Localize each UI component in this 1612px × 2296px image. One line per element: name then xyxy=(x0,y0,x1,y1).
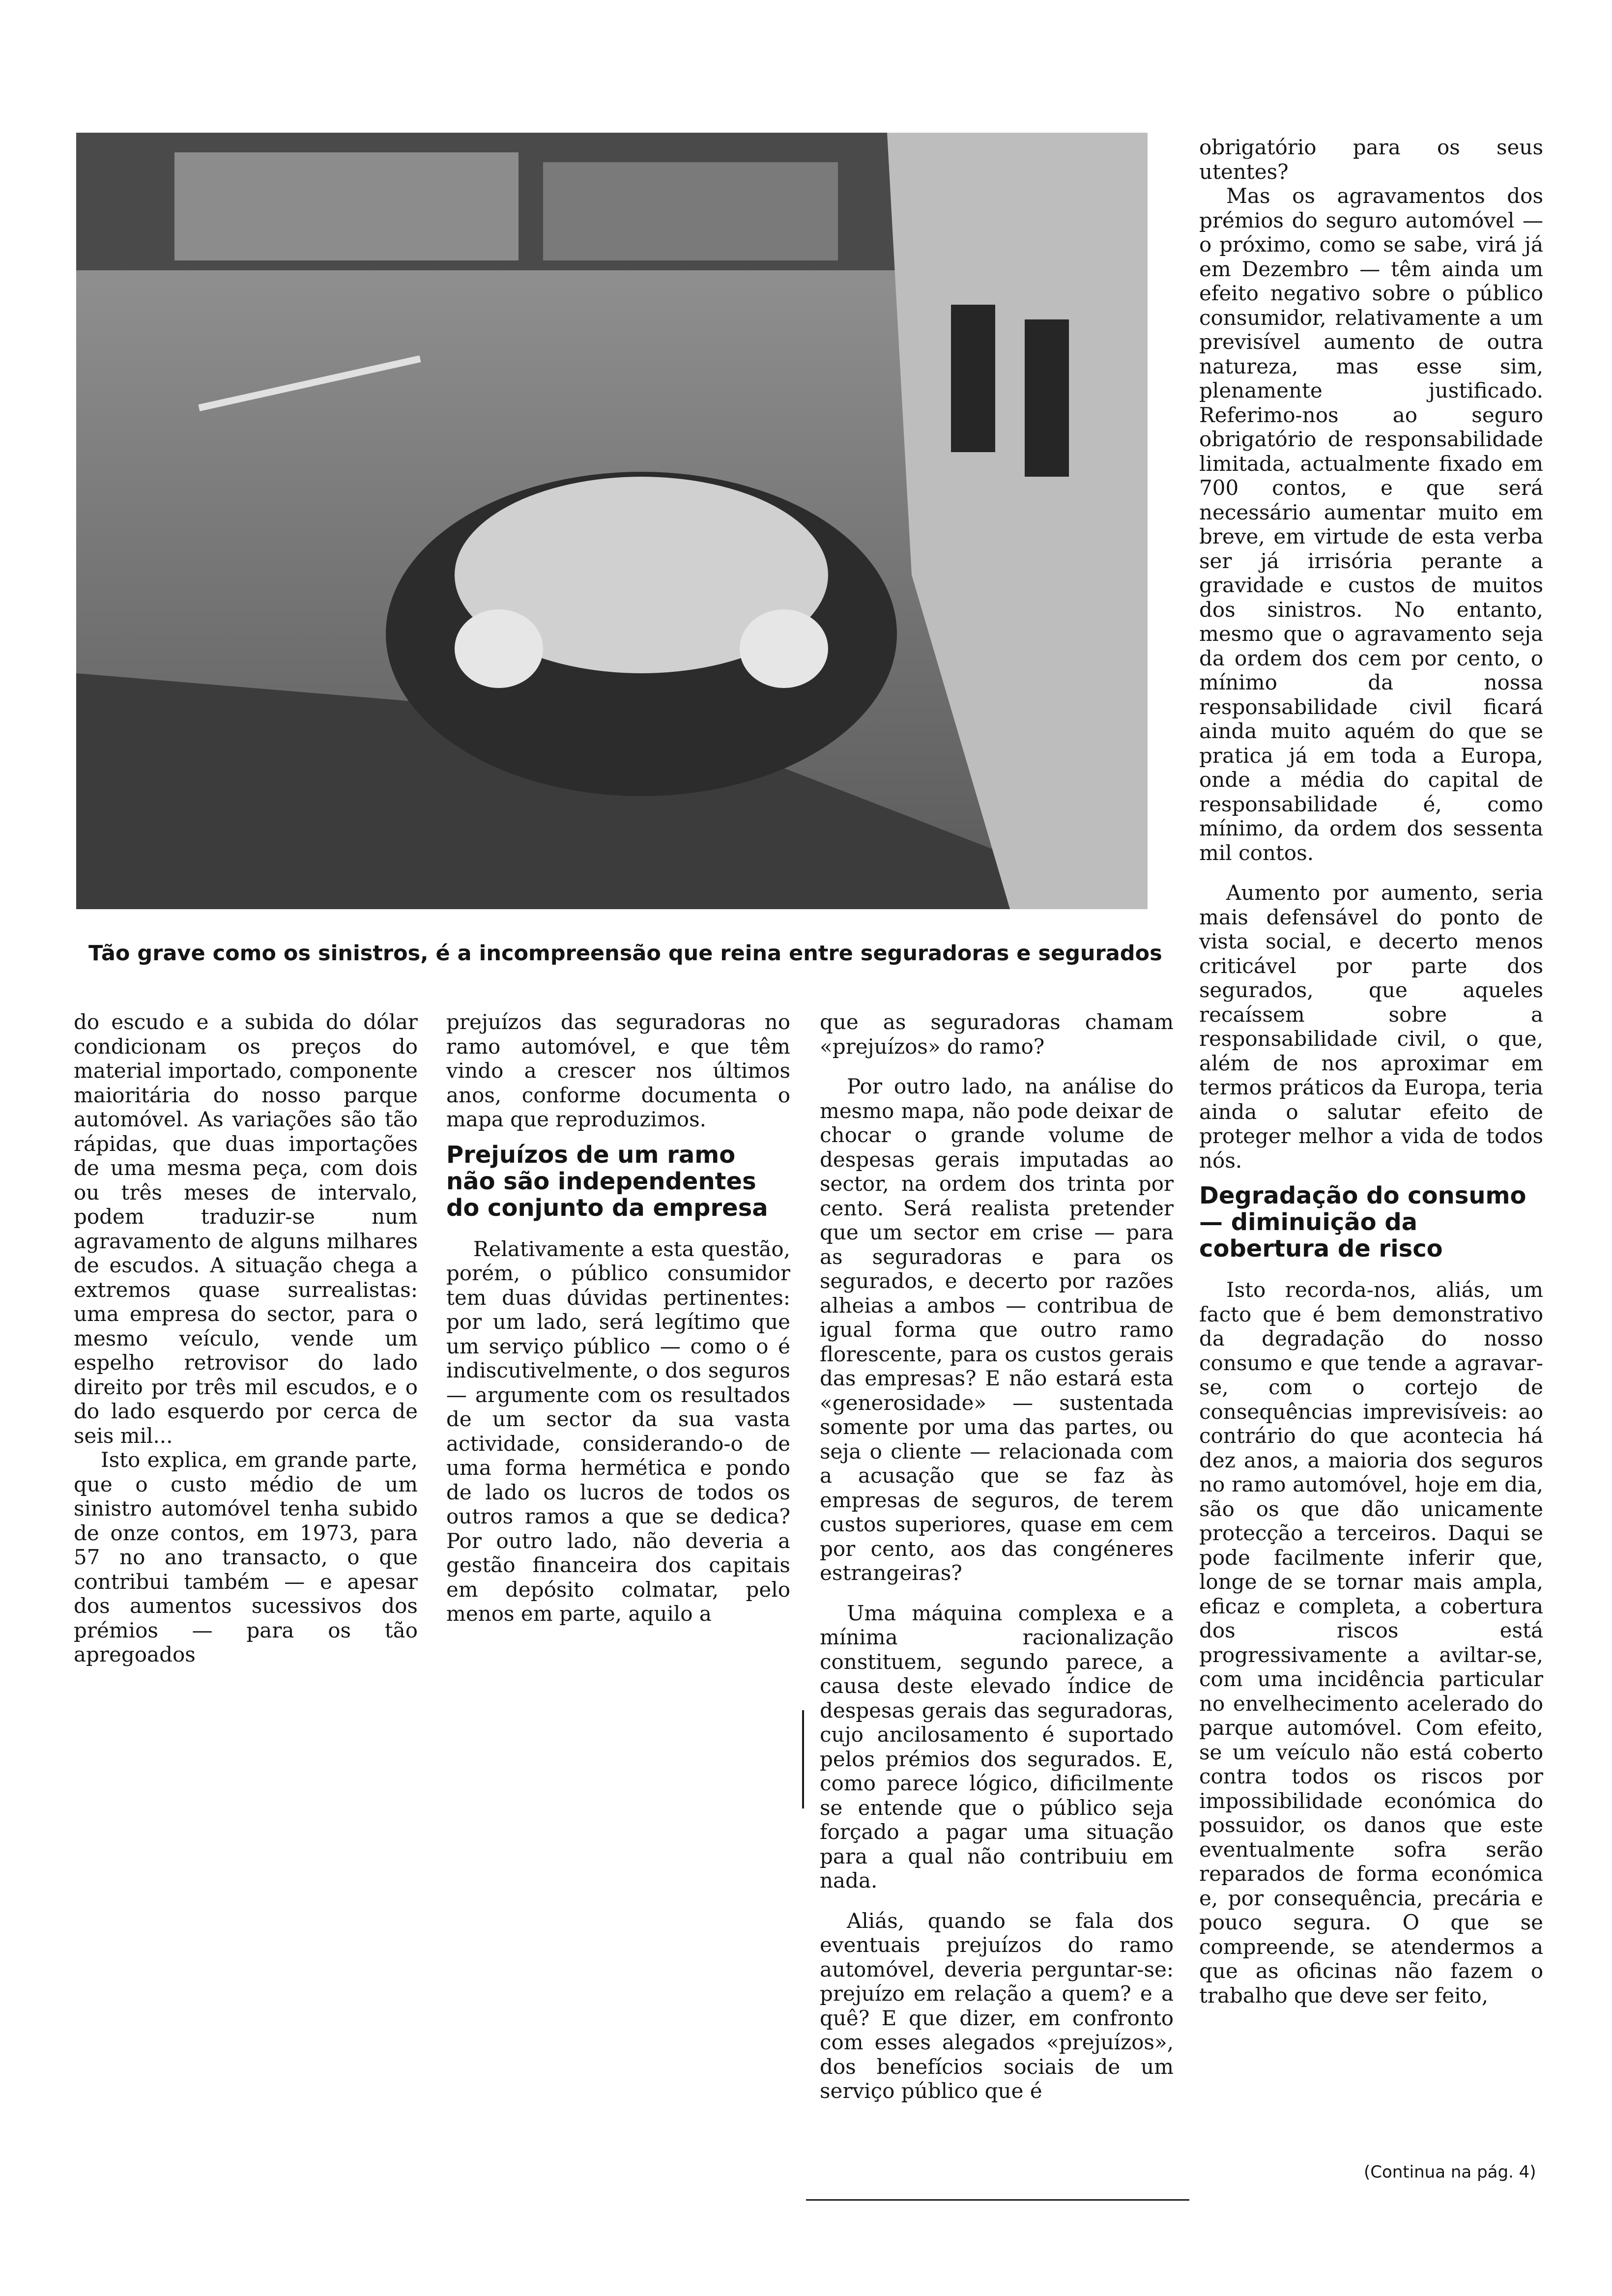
article-column-1 xyxy=(74,1010,418,1667)
article-photo xyxy=(76,133,1148,909)
paragraph: que as seguradoras chamam «prejuízos» do ramo? xyxy=(820,1010,1174,1059)
continuation-note: (Continua na pág. 4) xyxy=(1364,2162,1536,2182)
column-divider xyxy=(802,1710,804,1808)
photo-caption: Tão grave como os sinistros, é a incompreensão que reina entre seguradoras e segurados xyxy=(88,941,1162,966)
paragraph: Relativamente a esta questão, porém, o público consumidor tem duas dúvidas pertinentes: por um lado, será legítimo que um serviço público — como o é indiscutivelmente, o dos seguros — argumente com os resultados de um sector da sua vasta actividade, considerando-o de uma forma hermética e pondo de lado os lucros de todos os outros ramos a que se dedica? Por outro lado, não deveria a gestão financeira dos capitais em depósito colmatar, pelo menos em parte, aquilo a xyxy=(446,1236,790,1626)
paragraph: Mas os agravamentos dos prémios do seguro automóvel — o próximo, como se sabe, virá já em Dezembro — têm ainda um efeito negativo sobre o público consumidor, relativamente a um previsível aumento de outra natureza, mas esse sim, plenamente justificado. Referimo-nos ao seguro obrigatório de responsabilidade limitada, actualmente fixado em 700 contos, e que será necessário aumentar muito em breve, em virtude de esta verba ser já irrisória perante a gravidade e custos de muitos dos sinistros. No entanto, mesmo que o agravamento seja da ordem dos cem por cento, o mínimo da nossa responsabilidade civil ficará ainda muito aquém do que se pratica já em toda a Europa, onde a média do capital de responsabilidade é, como mínimo, da ordem dos sessenta mil contos. xyxy=(1199,184,1543,865)
article-column-4 xyxy=(1199,135,1543,2008)
paragraph: Aliás, quando se fala dos eventuais prejuízos do ramo automóvel, deveria perguntar-se: prejuízo em relação a quem? e a quê? E que dizer, em confronto com esses alegados «prejuízos», dos benefícios sociais de um serviço público que é xyxy=(820,1908,1174,2103)
paragraph: Aumento por aumento, seria mais defensável do ponto de vista social, e decerto menos criticável por parte dos segurados, que aqueles recaíssem sobre a responsabilidade civil, o que, além de nos aproximar em termos práticos da Europa, teria ainda o salutar efeito de proteger melhor a vida de todos nós. xyxy=(1199,881,1543,1173)
paragraph: prejuízos das seguradoras no ramo automóvel, e que têm vindo a crescer nos últimos anos, conforme documenta o mapa que reproduzimos. xyxy=(446,1010,790,1131)
article-column-3 xyxy=(820,1010,1174,2103)
paragraph: obrigatório para os seus utentes? xyxy=(1199,135,1543,184)
section-heading: Prejuízos de um ramo não são independentes do conjunto da empresa xyxy=(446,1141,768,1222)
paragraph: do escudo e a subida do dólar condicionam os preços do material importado, componente maioritária do nosso parque automóvel. As variações são tão rápidas, que duas importações de uma mesma peça, com dois ou três meses de intervalo, podem traduzir-se num agravamento de alguns milhares de escudos. A situação chega a extremos quase surrealistas: uma empresa do sector, para o mesmo veículo, vende um espelho retrovisor do lado direito por três mil escudos, e o do lado esquerdo por cerca de seis mil... xyxy=(74,1010,418,1448)
crashed-car-photo xyxy=(76,133,1148,909)
bottom-rule xyxy=(806,2199,1189,2201)
paragraph: Uma máquina complexa e a mínima racionalização constituem, segundo parece, a causa deste elevado índice de despesas gerais das seguradoras, cujo ancilosamento é suportado pelos prémios dos segurados. E, como parece lógico, dificilmente se entende que o público seja forçado a pagar uma situação para a qual não contribuiu em nada. xyxy=(820,1601,1174,1893)
paragraph: Isto recorda-nos, aliás, um facto que é bem demonstrativo da degradação do nosso consumo e que tende a agravar-se, com o cortejo de consequências imprevisíveis: ao contrário do que acontecia há dez anos, a maioria dos seguros no ramo automóvel, hoje em dia, são os que dão unicamente protecção a terceiros. Daqui se pode facilmente inferir que, longe de se tornar mais ampla, eficaz e completa, a cobertura dos riscos está progressivamente a aviltar-se, com uma incidência particular no envelhecimento acelerado do parque automóvel. Com efeito, se um veículo não está coberto contra todos os riscos por impossibilidade económica do possuidor, os danos que este eventualmente sofra serão reparados de forma económica e, por consequência, precária e pouco segura. O que se compreende, se atendermos a que as oficinas não fazem o trabalho que deve ser feito, xyxy=(1199,1278,1543,2008)
paragraph: Isto explica, em grande parte, que o custo médio de um sinistro automóvel tenha subido de onze contos, em 1973, para 57 no ano transacto, o que contribui também — e apesar dos aumentos sucessivos dos prémios — para os tão apregoados xyxy=(74,1448,418,1666)
article-column-2 xyxy=(446,1010,790,1626)
paragraph: Por outro lado, na análise do mesmo mapa, não pode deixar de chocar o grande volume de despesas gerais imputadas ao sector, na ordem dos trinta por cento. Será realista pretender que um sector em crise — para as seguradoras e para os segurados, e decerto por razões alheias a ambos — contribua de igual forma que outro ramo florescente, para os custos gerais das empresas? E não estará esta «generosidade» — sustentada somente por uma das partes, ou seja o cliente — relacionada com a acusação que se faz às empresas de seguros, de terem custos superiores, quase em cem por cento, aos das congéneres estrangeiras? xyxy=(820,1074,1174,1585)
section-heading: Degradação do consumo — diminuição da cobertura de risco xyxy=(1199,1182,1526,1263)
